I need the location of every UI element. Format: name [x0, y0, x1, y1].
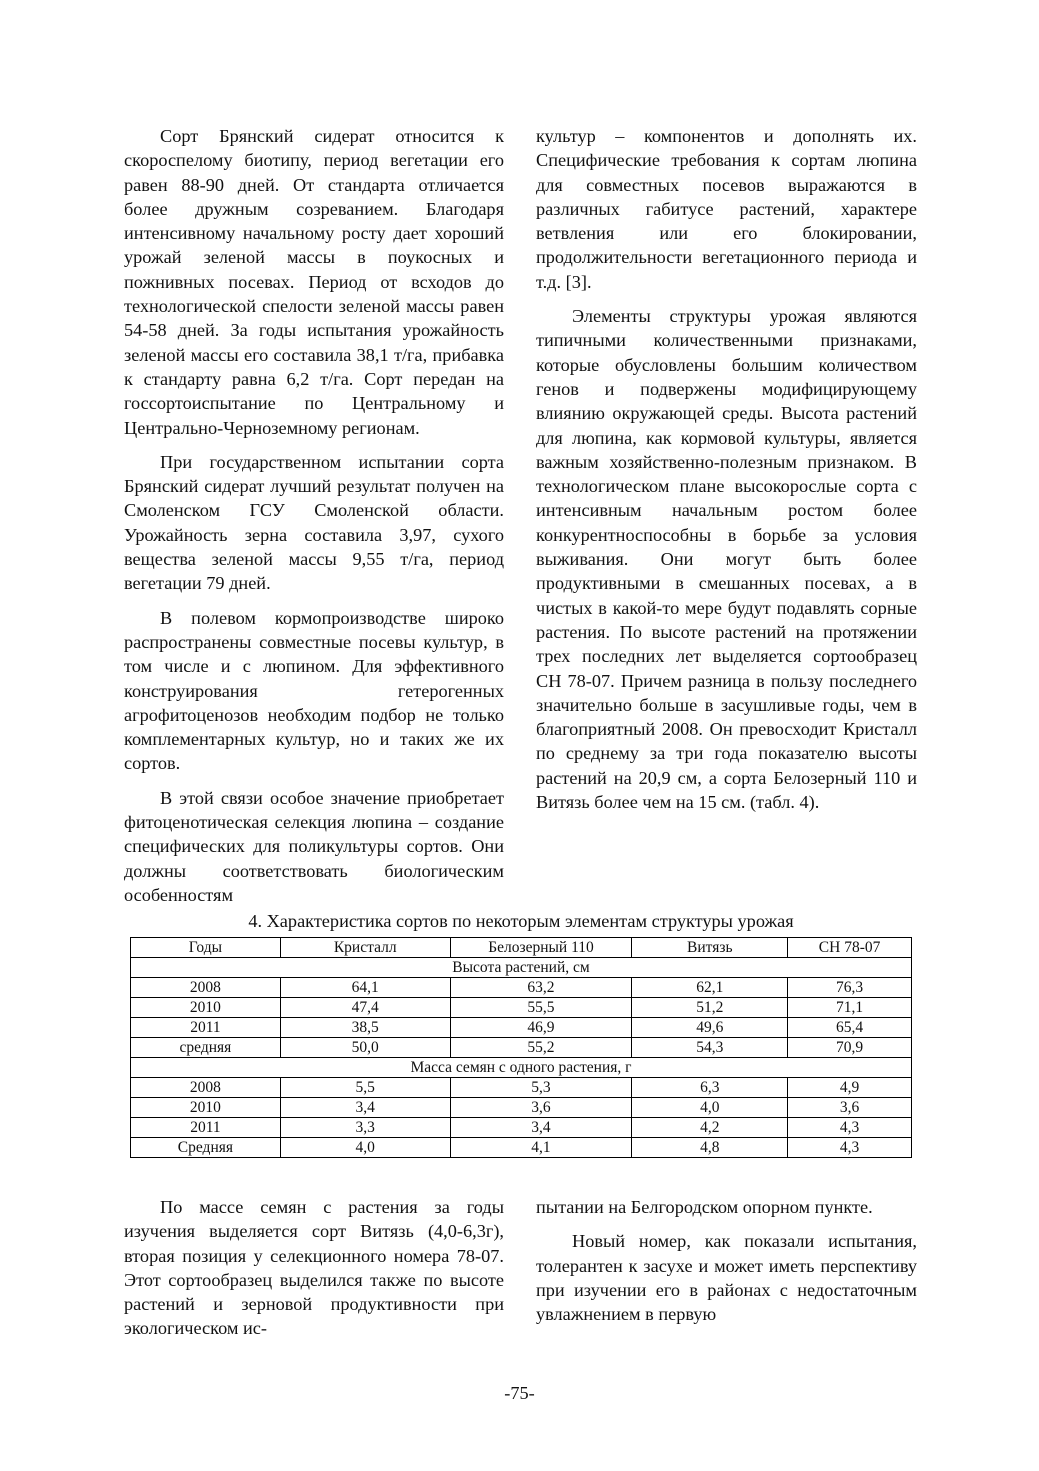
table-caption: 4. Характеристика сортов по некоторым элементам структуры урожая	[248, 911, 794, 931]
table-cell: 4,9	[788, 1078, 912, 1098]
section-title: Масса семян с одного растения, г	[131, 1058, 912, 1078]
paragraph: При государственном испытании сорта Брянский сидерат лучший результат получен на Смоленском ГСУ Смоленской области. Урожайность зерна составила 3,97, сухого вещества зеленой массы 9,55 т/га, период вегетации 79 дней.	[124, 451, 504, 594]
table-row	[131, 1018, 912, 1038]
yield-table	[130, 937, 912, 1158]
table-cell: 4,8	[632, 1138, 788, 1158]
paragraph: пытании на Белгородском опорном пункте.	[536, 1197, 873, 1217]
table-cell: 47,4	[280, 998, 450, 1018]
table-cell: 2011	[131, 1018, 281, 1038]
table-cell: 55,5	[450, 998, 632, 1018]
right-column-top	[536, 124, 917, 824]
header-cell: Витязь	[632, 938, 788, 958]
table-header-row	[131, 938, 912, 958]
paragraph: По массе семян с растения за годы изучения выделяется сорт Витязь (4,0-6,3г), вторая позиция у селекционного номера 78-07. Этот сортообразец выделился также по высоте растений и зерновой продуктивности при экологическом ис-	[124, 1197, 504, 1339]
header-cell: Белозерный 110	[450, 938, 632, 958]
table-cell: 4,2	[632, 1118, 788, 1138]
section-row	[131, 1058, 912, 1078]
table-cell: 38,5	[280, 1018, 450, 1038]
table-cell: 54,3	[632, 1038, 788, 1058]
table-row	[131, 1138, 912, 1158]
paragraph: Сорт Брянский сидерат относится к скороспелому биотипу, период вегетации его равен 88-90 дней. От стандарта отличается более дружным созреванием. Благодаря интенсивному начальному росту дает хороший урожай зеленой массы в поукосных и пожнивных посевах. Период от всходов до технологической спелости зеленой массы равен 54-58 дней. За годы испытания урожайность зеленой массы его составила 38,1 т/га, прибавка к стандарту равна 6,2 т/га. Сорт передан на госсортоиспытание по Центральному и Центрально-Черноземному регионам.	[124, 126, 504, 438]
paragraph: В полевом кормопроизводстве широко распространены совместные посевы культур, в том числе и с люпином. Для эффективного конструирования гетерогенных агрофитоценозов необходим подбор не только комплементарных культур, но и таких же их сортов.	[124, 607, 504, 774]
table-cell: средняя	[131, 1038, 281, 1058]
table-cell: 3,4	[280, 1098, 450, 1118]
table-cell: 62,1	[632, 978, 788, 998]
paragraph: культур – компонентов и дополнять их. Специфические требования к сортам люпина для совместных посевов выражаются в различных габитусе растений, характере ветвления или его блокировании, продолжительности вегетационного периода и т.д. [3].	[536, 126, 917, 292]
table-cell: 3,6	[788, 1098, 912, 1118]
table-row	[131, 1098, 912, 1118]
table-cell: 4,3	[788, 1118, 912, 1138]
table-cell: 50,0	[280, 1038, 450, 1058]
table-cell: 55,2	[450, 1038, 632, 1058]
table-cell: 65,4	[788, 1018, 912, 1038]
section-title: Высота растений, см	[131, 958, 912, 978]
table-cell: Средняя	[131, 1138, 281, 1158]
table-cell: 4,0	[280, 1138, 450, 1158]
table-cell: 3,4	[450, 1118, 632, 1138]
table-cell: 4,1	[450, 1138, 632, 1158]
table-cell: 2010	[131, 998, 281, 1018]
table-cell: 2011	[131, 1118, 281, 1138]
table-row	[131, 1078, 912, 1098]
table-row	[131, 1118, 912, 1138]
table-row	[131, 1038, 912, 1058]
table-cell: 2008	[131, 978, 281, 998]
paragraph: В этой связи особое значение приобретает фитоценотическая селекция люпина – создание специфических для поликультуры сортов. Они должны соответствовать биологическим особенностям	[124, 787, 504, 905]
table-cell: 5,5	[280, 1078, 450, 1098]
right-column-bottom	[536, 1195, 917, 1336]
left-column-top	[124, 124, 504, 917]
table-cell: 3,3	[280, 1118, 450, 1138]
table-cell: 51,2	[632, 998, 788, 1018]
section-row	[131, 958, 912, 978]
table-row	[131, 998, 912, 1018]
table-cell: 6,3	[632, 1078, 788, 1098]
table-cell: 63,2	[450, 978, 632, 998]
table-cell: 70,9	[788, 1038, 912, 1058]
table-cell: 49,6	[632, 1018, 788, 1038]
table-cell: 3,6	[450, 1098, 632, 1118]
table-cell: 2008	[131, 1078, 281, 1098]
paragraph: Новый номер, как показали испытания, толерантен к засухе и может иметь перспективу при изучении его в районах с недостаточным увлажнением в первую	[536, 1231, 917, 1325]
table-cell: 46,9	[450, 1018, 632, 1038]
page-number: -75-	[504, 1383, 535, 1403]
table-cell: 64,1	[280, 978, 450, 998]
table-cell: 4,0	[632, 1098, 788, 1118]
header-cell: Кристалл	[280, 938, 450, 958]
header-cell: Годы	[131, 938, 281, 958]
table-cell: 71,1	[788, 998, 912, 1018]
table-cell: 5,3	[450, 1078, 632, 1098]
header-cell: СН 78-07	[788, 938, 912, 958]
left-column-bottom	[124, 1195, 504, 1351]
table-cell: 2010	[131, 1098, 281, 1118]
table-cell: 76,3	[788, 978, 912, 998]
table-cell: 4,3	[788, 1138, 912, 1158]
paragraph: Элементы структуры урожая являются типичными количественными признаками, которые обусловлены большим количеством генов и подвержены модифицирующему влиянию окружающей среды. Высота растений для люпина, как кормовой культуры, является важным хозяйственно-полезным признаком. В технологическом плане высокорослые сорта с интенсивным начальным ростом более конкурентноспособны в борьбе за условия выживания. Они могут быть более продуктивными в смешанных посевах, а в чистых в какой-то мере будут подавлять сорные растения. По высоте растений на протяжении трех последних лет выделяется сортообразец СН 78-07. Причем разница в пользу последнего значительно больше в засушливые годы, чем в благоприятный 2008. Он превосходит Кристалл по среднему за три года показателю высоты растений на 20,9 см, а сорта Белозерный 110 и Витязь более чем на 15 см. (табл. 4).	[536, 306, 917, 813]
table-row	[131, 978, 912, 998]
